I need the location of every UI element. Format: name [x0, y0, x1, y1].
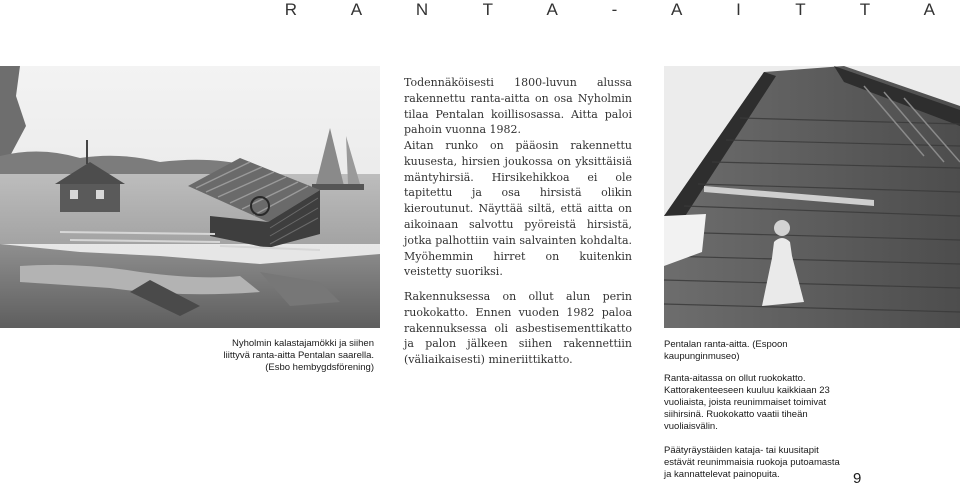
page-header-title: R A N T A - A I T T A [284, 0, 960, 19]
photo-caption-granary: Pentalan ranta-aitta. (Espoon kaupunginmuseo) [664, 339, 788, 362]
roof-structure-note: Ranta-aitassa on ollut ruokokatto. Kattorakenteeseen kuuluu kaikkiaan 23 vuoliaista, joista reunimmaiset toimivat siihirsinä. Ruokokatto vaatii tiheän vuoliaisvälin. [664, 373, 830, 432]
intro-paragraph: Todennäköisesti 1800-luvun alussa rakennettu ranta-aitta on osa Nyholmin tilaa Pentalan koillisosassa. Aitta paloi pahoin vuonna 1982. [404, 76, 632, 137]
page-number: 9 [853, 470, 862, 487]
construction-paragraph: Aitan runko on pääosin rakennettu kuusesta, hirsien joukossa on yksittäisiä mäntyhirsiä. Hirsikehikkoa ei ole tapitettu ja osa hirsistä olikin kieroutunut. Näyttää siltä, että aitta on aikoinaan salvottu pyöreistä hirsistä, jotka palhottiin vain salvainten kohdalta. Myöhemmin hirret on kuitenkin veistetty suoriksi. [404, 139, 632, 279]
photo-granary-gable [664, 66, 960, 328]
photo-fisherman-cottage [0, 66, 380, 328]
roof-history-paragraph: Rakennuksessa on ollut alun perin ruokokatto. Ennen vuoden 1982 paloa rakennuksessa oli asbestisementtikatto ja palon jälkeen siihen rakennettiin (väliaikaisesti) mineriittikatto. [404, 290, 632, 367]
photo-caption-cottage: Nyholmin kalastajamökki ja siihen liittyvä ranta-aitta Pentalan saarella. (Esbo hembygdsförening) [223, 338, 374, 373]
gable-pegs-note: Päätyräystäiden kataja- tai kuusitapit estävät reunimmaisia ruokoja putoamasta ja kannattelevat painopuita. [664, 445, 840, 480]
